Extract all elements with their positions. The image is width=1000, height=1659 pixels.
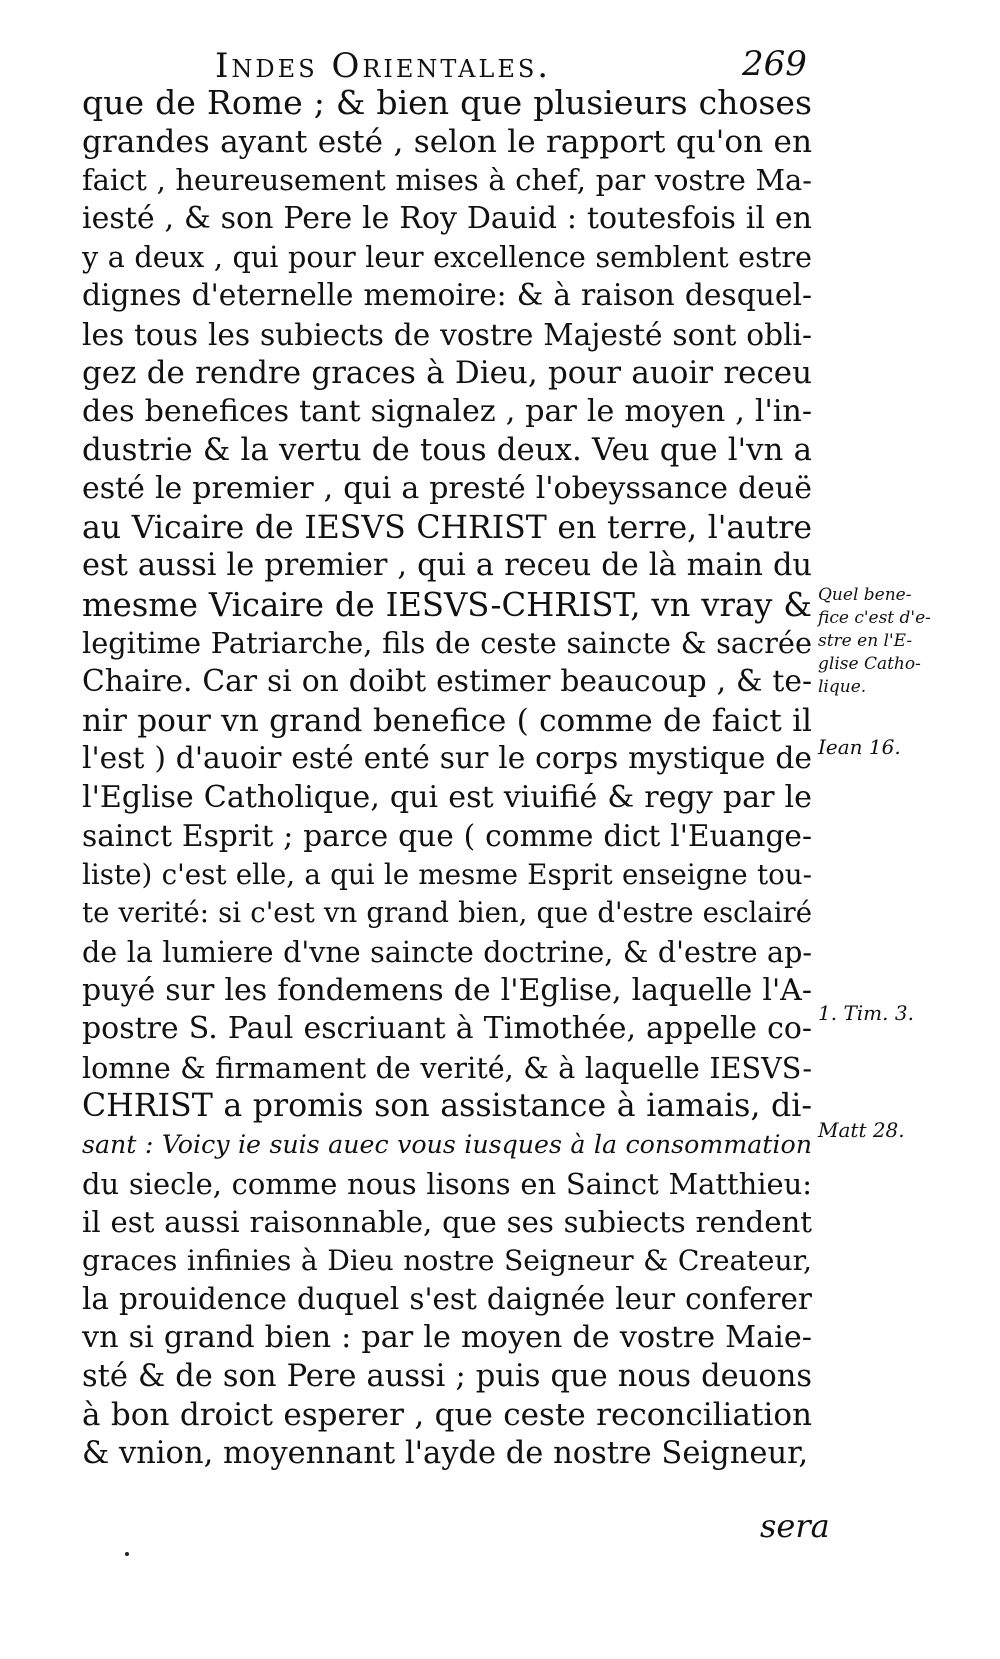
text-line: graces infinies à Dieu nostre Seigneur & Createur, — [82, 1243, 812, 1277]
text-line: dignes d'eternelle memoire: & à raison desquel- — [82, 277, 812, 313]
text-line-italic: sant : Voicy ie suis auec vous iusques à la consommation — [82, 1130, 812, 1160]
text-line: postre S. Paul escriuant à Timothée, appelle co- — [82, 1011, 812, 1047]
text-line: CHRIST a promis son assistance à iamais, di- — [82, 1088, 812, 1125]
text-line: à bon droict esperer , que ceste reconciliation — [82, 1397, 812, 1434]
margin-note-jean: Iean 16. — [818, 735, 901, 759]
text-line: du siecle, comme nous lisons en Sainct Matthieu: — [82, 1166, 812, 1201]
text-line: l'Eglise Catholique, qui est viuifié & regy par le — [82, 779, 812, 815]
text-line: lomne & firmament de verité, & à laquelle IESVS- — [82, 1050, 812, 1085]
text-line: iesté , & son Pere le Roy Dauid : toutesfois il en — [82, 200, 812, 236]
text-line: puyé sur les fondemens de l'Eglise, laquelle l'A- — [82, 972, 812, 1008]
margin-note-matthew: Matt 28. — [818, 1118, 905, 1142]
text-line: que de Rome ; & bien que plusieurs choses — [82, 84, 812, 122]
text-line: te verité: si c'est vn grand bien, que d'estre esclairé — [82, 897, 812, 930]
body-text — [82, 84, 812, 1473]
text-line: la prouidence duquel s'est daignée leur conferer — [82, 1282, 812, 1317]
text-line: mesme Vicaire de IESVS-CHRIST, vn vray & — [82, 585, 812, 624]
text-line: Chaire. Car si on doibt estimer beaucoup , & te- — [82, 663, 812, 699]
text-line: liste) c'est elle, a qui le mesme Esprit enseigne tou- — [82, 857, 812, 891]
text-line: il est aussi raisonnable, que ses subiects rendent — [82, 1205, 812, 1240]
text-line: gez de rendre graces à Dieu, pour auoir receu — [82, 355, 812, 392]
text-line: des benefices tant signalez , par le moyen , l'in- — [82, 393, 812, 429]
text-line: dustrie & la vertu de tous deux. Veu que l'vn a — [82, 432, 812, 469]
text-line: legitime Patriarche, fils de ceste saincte & sacrée — [82, 626, 812, 661]
text-line: l'est ) d'auoir esté enté sur le corps mystique de — [82, 741, 812, 777]
text-line: sté & de son Pere aussi ; puis que nous deuons — [82, 1358, 812, 1394]
text-line: les tous les subiects de vostre Majesté sont obli- — [82, 317, 812, 352]
text-line: esté le premier , qui a presté l'obeyssance deuë — [82, 470, 812, 506]
text-line: faict , heureusement mises à chef, par vostre Ma- — [82, 163, 812, 198]
text-line: grandes ayant esté , selon le rapport qu'on en — [82, 123, 812, 160]
margin-note-timothy: 1. Tim. 3. — [818, 1001, 914, 1025]
text-line: sainct Esprit ; parce que ( comme dict l'Euange- — [82, 818, 812, 854]
text-line: y a deux , qui pour leur excellence semblent estre — [82, 240, 812, 275]
text-line: & vnion, moyennant l'ayde de nostre Seigneur, — [82, 1435, 809, 1471]
text-line: de la lumiere d'vne saincte doctrine, & d'estre ap- — [82, 935, 812, 970]
text-line: au Vicaire de IESVS CHRIST en terre, l'autre — [82, 509, 812, 546]
page-number: 269 — [742, 44, 807, 84]
text-line: vn si grand bien : par le moyen de vostre Maie- — [82, 1320, 812, 1355]
margin-note-benefice: Quel bene- fice c'est d'e- stre en l'E- glise Catho- lique. — [818, 585, 931, 697]
text-line: nir pour vn grand benefice ( comme de faict il — [82, 702, 812, 739]
text-line: est aussi le premier , qui a receu de là main du — [82, 548, 812, 584]
running-title: Indes Orientales. — [215, 46, 552, 86]
ink-speck — [125, 1552, 129, 1556]
catchword: sera — [760, 1507, 830, 1545]
